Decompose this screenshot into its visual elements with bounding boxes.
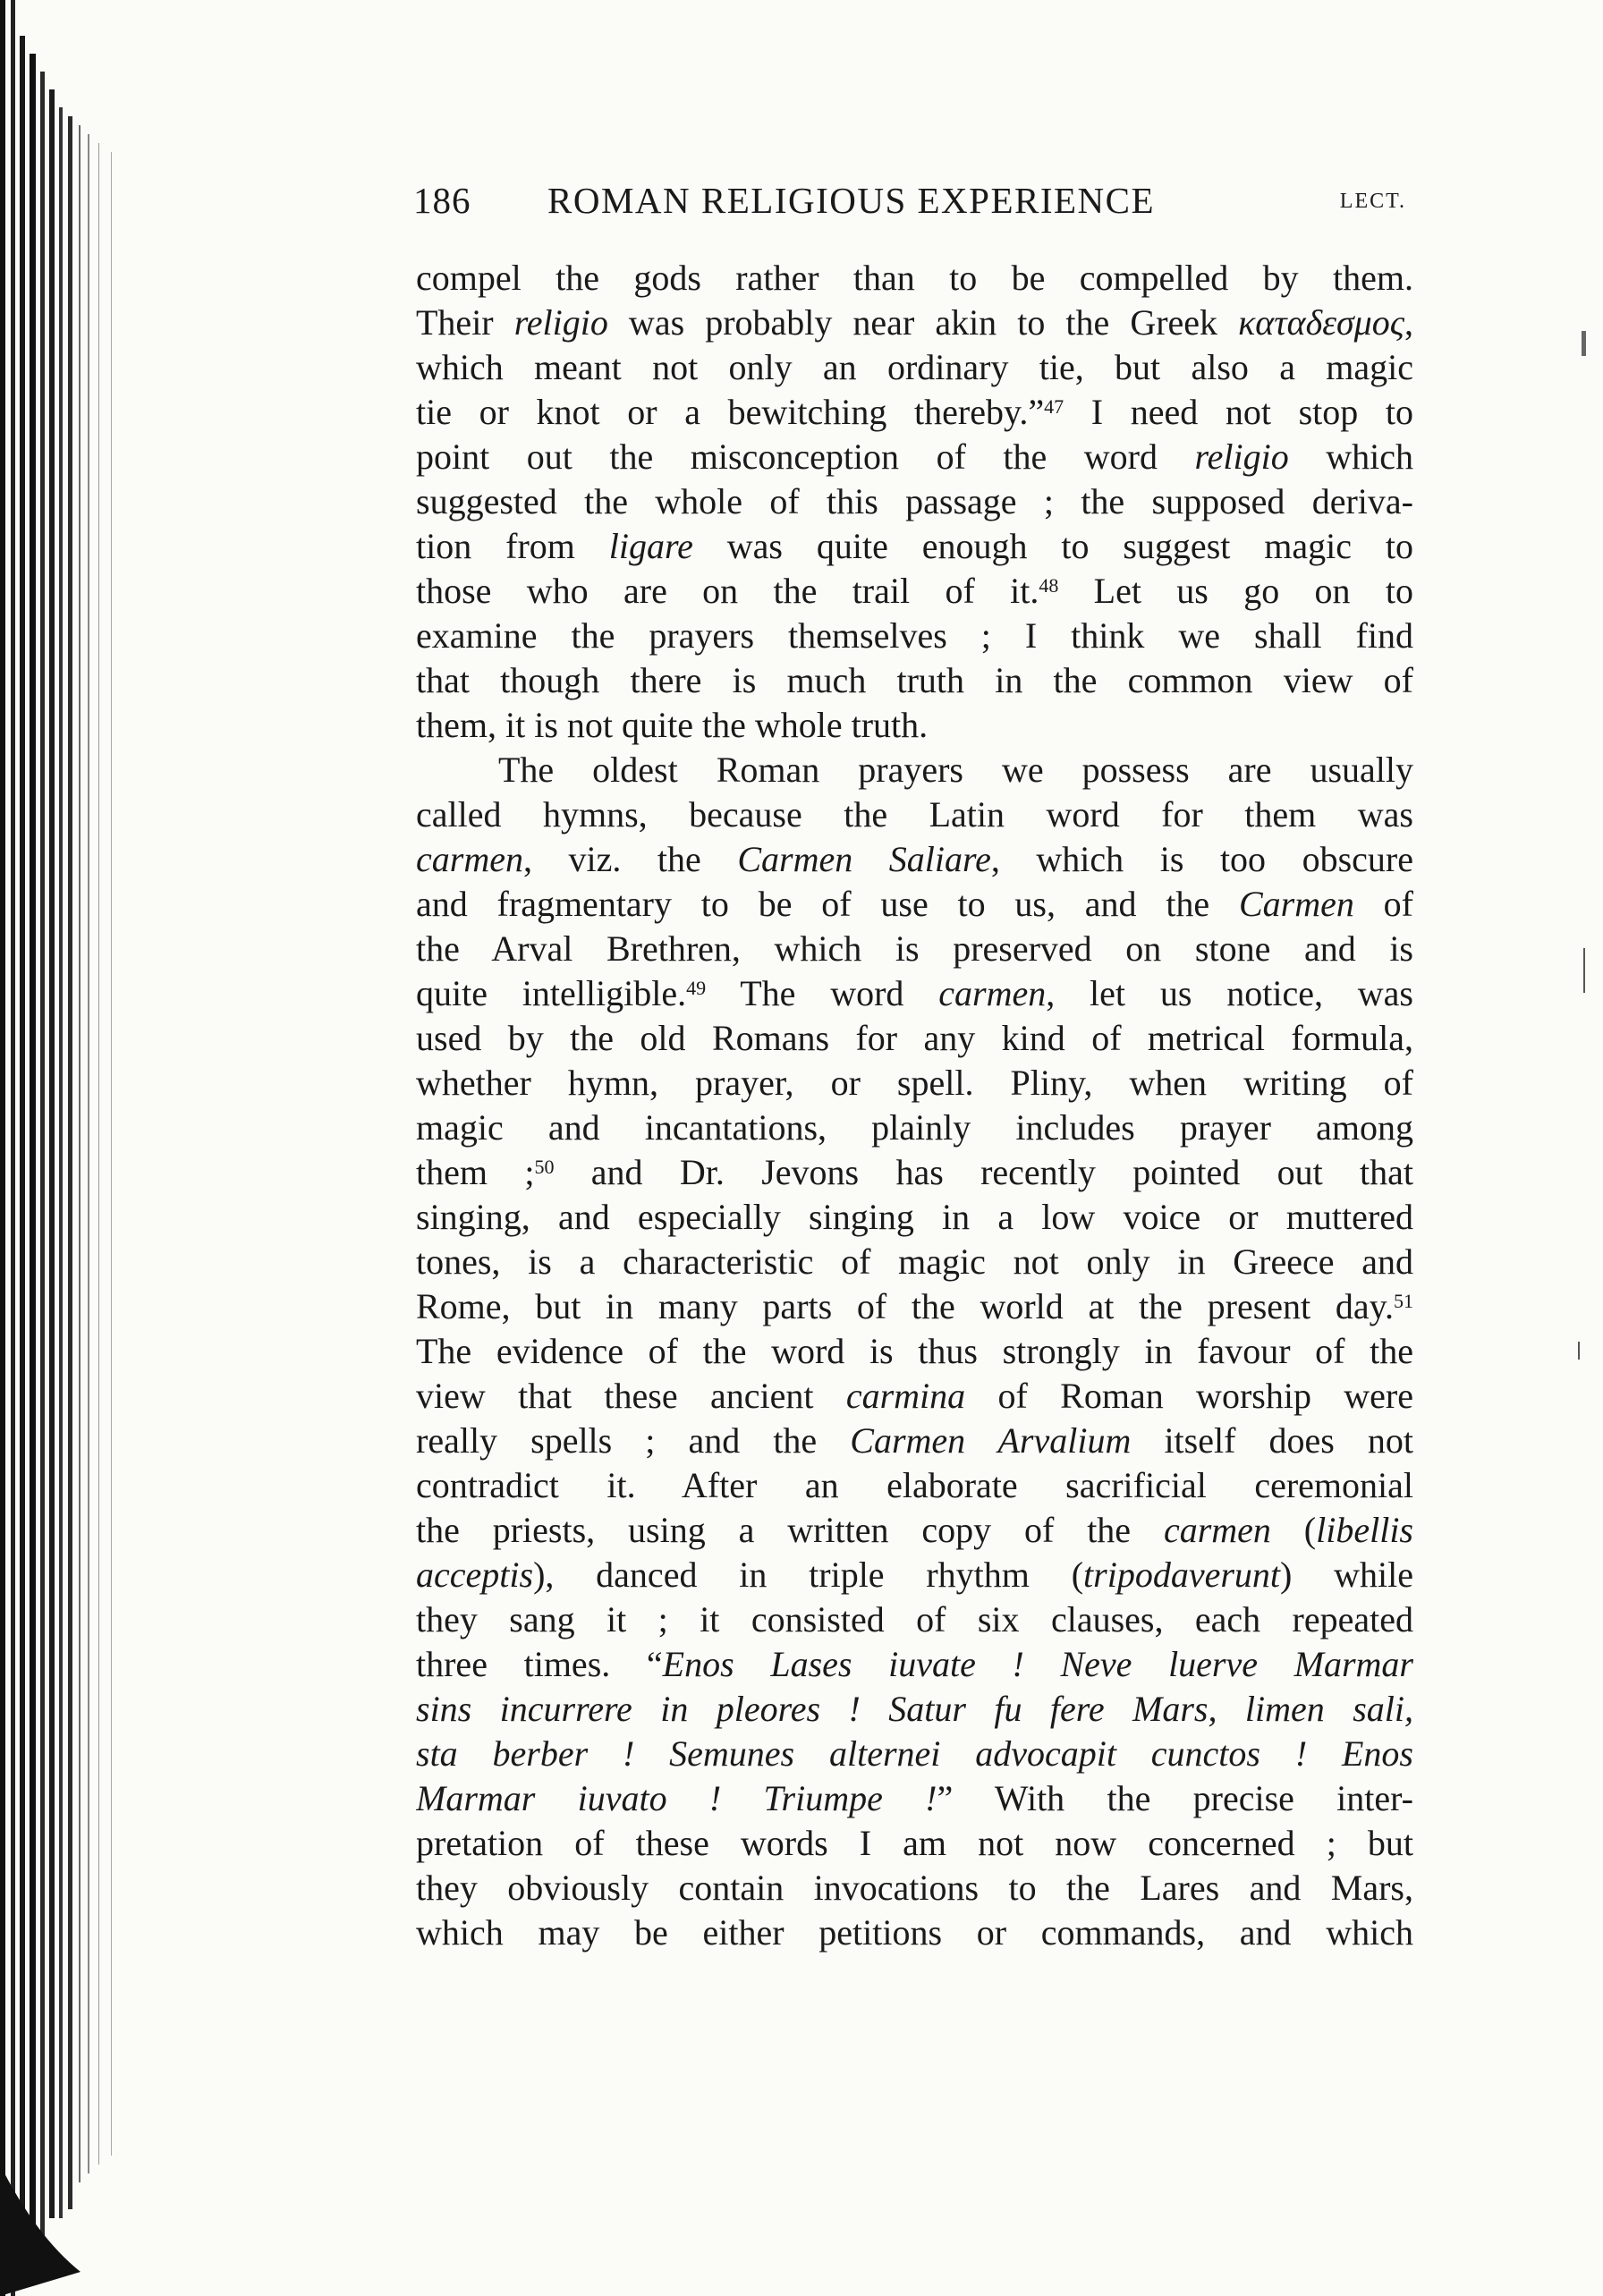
text-run: Their: [416, 302, 514, 343]
text-run: (: [1270, 1510, 1317, 1550]
text-line: [416, 1597, 1413, 1642]
text-line: [416, 1016, 1413, 1061]
text-run: singing, and especially singing in a low voice or muttered: [416, 1197, 1413, 1237]
text-run: I need not stop to: [1064, 392, 1413, 432]
text-run: contradict it. After an elaborate sacrificial ceremonial: [416, 1465, 1413, 1505]
text-run: compel the gods rather than to be compelled by them.: [416, 258, 1413, 298]
text-run: they obviously contain invocations to the Lares and Mars,: [416, 1868, 1413, 1908]
text-line: [416, 1776, 1413, 1821]
text-run: , viz. the: [522, 839, 738, 879]
book-binding-edge: [0, 0, 134, 2296]
text-run: view that these ancient: [416, 1376, 846, 1416]
text-run: those who are on the trail of it.: [416, 571, 1039, 611]
italic-run: acceptis: [416, 1555, 534, 1595]
text-run: which: [1288, 436, 1413, 477]
text-run: tion from: [416, 526, 609, 566]
text-run: of Roman worship were: [965, 1376, 1413, 1416]
footnote-ref: 48: [1039, 574, 1059, 597]
text-run: called hymns, because the Latin word for them was: [416, 794, 1413, 835]
text-run: quite intelligible.: [416, 973, 687, 1013]
italic-run: sta berber ! Semunes alternei advocapit cunctos ! Enos: [416, 1733, 1413, 1774]
text-run: which may be either petitions or commands, and which: [416, 1912, 1413, 1953]
italic-run: carmen: [416, 839, 523, 879]
page-number: 186: [413, 180, 471, 221]
italic-run: religio: [513, 302, 608, 343]
italic-run: Carmen: [1238, 884, 1354, 924]
text-run: ,: [1404, 302, 1413, 343]
text-line: [416, 1374, 1413, 1419]
text-run: point out the misconception of the word: [416, 436, 1195, 477]
footnote-ref: 50: [534, 1156, 555, 1178]
italic-run: Carmen Arvalium: [850, 1420, 1132, 1461]
text-run: ” With the precise inter-: [937, 1778, 1413, 1818]
text-line: [416, 1508, 1413, 1553]
italic-run: religio: [1194, 436, 1289, 477]
text-line: [416, 1553, 1413, 1597]
text-run: the Arval Brethren, which is preserved on stone and is: [416, 928, 1413, 969]
footnote-ref: 47: [1044, 395, 1064, 418]
text-run: that though there is much truth in the common view of: [416, 660, 1413, 700]
text-run: pretation of these words I am not now concerned ; but: [416, 1823, 1413, 1863]
italic-run: Enos Lases iuvate ! Neve luerve Marmar: [662, 1644, 1413, 1684]
text-run: The oldest Roman prayers we possess are usually: [498, 750, 1413, 790]
text-run: of: [1353, 884, 1413, 924]
italic-run: libellis: [1316, 1510, 1413, 1550]
margin-mark: [1583, 948, 1585, 993]
text-line: [416, 1866, 1413, 1911]
italic-run: carmen: [938, 973, 1047, 1013]
text-run: and fragmentary to be of use to us, and the: [416, 884, 1239, 924]
italic-run: Carmen Saliare: [737, 839, 991, 879]
text-line: [416, 971, 1413, 1016]
italic-run: ligare: [608, 526, 693, 566]
text-line: [416, 1732, 1413, 1776]
footnote-ref: 51: [1394, 1290, 1413, 1312]
text-run: was probably near akin to the Greek: [607, 302, 1239, 343]
text-run: Rome, but in many parts of the world at the present day.: [416, 1286, 1394, 1326]
text-line: [416, 569, 1413, 614]
text-line: [416, 435, 1413, 479]
text-line: [416, 1821, 1413, 1866]
italic-run: καταδεσμος: [1238, 302, 1404, 343]
text-run: magic and incantations, plainly includes prayer among: [416, 1107, 1413, 1148]
text-line: [416, 301, 1413, 345]
text-line: [416, 1329, 1413, 1374]
margin-mark: [1578, 1342, 1580, 1360]
text-run: them ;: [416, 1152, 535, 1192]
text-line: [416, 1463, 1413, 1508]
text-line: [416, 1195, 1413, 1240]
text-line: [416, 1061, 1413, 1106]
text-run: was quite enough to suggest magic to: [692, 526, 1413, 566]
italic-run: carmen: [1163, 1510, 1271, 1550]
text-line: [416, 658, 1413, 703]
text-line: [416, 882, 1413, 927]
text-run: examine the prayers themselves ; I think we shall find: [416, 615, 1413, 656]
text-run: tones, is a characteristic of magic not only in Greece and: [416, 1241, 1413, 1282]
text-line: [416, 390, 1413, 435]
text-run: ) while: [1280, 1555, 1413, 1595]
text-run: which meant not only an ordinary tie, but also a magic: [416, 347, 1413, 387]
text-run: The evidence of the word is thus strongly in favour of the: [416, 1331, 1413, 1371]
text-run: whether hymn, prayer, or spell. Pliny, when writing of: [416, 1063, 1413, 1103]
text-line: [416, 1642, 1413, 1687]
text-line: [416, 1284, 1413, 1329]
text-run: suggested the whole of this passage ; the supposed deriva-: [416, 481, 1413, 521]
text-run: Let us go on to: [1058, 571, 1413, 611]
italic-run: tripodaverunt: [1083, 1555, 1281, 1595]
text-run: the priests, using a written copy of the: [416, 1510, 1164, 1550]
running-header: [413, 179, 1415, 233]
text-run: tie or knot or a bewitching thereby.”: [416, 392, 1045, 432]
text-line: [416, 1106, 1413, 1150]
text-line: [416, 792, 1413, 837]
text-line: [416, 479, 1413, 524]
italic-run: Marmar iuvato ! Triumpe !: [416, 1778, 937, 1818]
text-line: [416, 1150, 1413, 1195]
text-line: [416, 1687, 1413, 1732]
italic-run: sins incurrere in pleores ! Satur fu fere Mars, limen sali,: [416, 1689, 1413, 1729]
text-run: used by the old Romans for any kind of metrical formula,: [416, 1018, 1413, 1058]
text-run: really spells ; and the: [416, 1420, 851, 1461]
text-line: [416, 1240, 1413, 1284]
text-line: [416, 1419, 1413, 1463]
text-line: [416, 1911, 1413, 1955]
text-run: itself does not: [1131, 1420, 1413, 1461]
text-run: The word: [706, 973, 939, 1013]
body-text: [416, 256, 1413, 1955]
text-line: [416, 837, 1413, 882]
margin-mark: [1582, 331, 1586, 356]
text-line: [416, 927, 1413, 971]
text-line: [416, 748, 1413, 792]
text-line: [416, 524, 1413, 569]
footnote-ref: 49: [686, 977, 707, 999]
text-run: them, it is not quite the whole truth.: [416, 705, 929, 745]
text-line: [416, 703, 1413, 748]
text-run: and Dr. Jevons has recently pointed out that: [554, 1152, 1413, 1192]
text-run: three times. “: [416, 1644, 663, 1684]
text-run: ), danced in triple rhythm (: [533, 1555, 1084, 1595]
text-line: [416, 256, 1413, 301]
text-run: , let us notice, was: [1046, 973, 1413, 1013]
text-line: [416, 614, 1413, 658]
text-run: , which is too obscure: [990, 839, 1413, 879]
italic-run: carmina: [845, 1376, 966, 1416]
running-title: ROMAN RELIGIOUS EXPERIENCE: [547, 180, 1156, 221]
section-label: LECT.: [1339, 190, 1406, 213]
text-line: [416, 345, 1413, 390]
text-run: they sang it ; it consisted of six clauses, each repeated: [416, 1599, 1413, 1639]
